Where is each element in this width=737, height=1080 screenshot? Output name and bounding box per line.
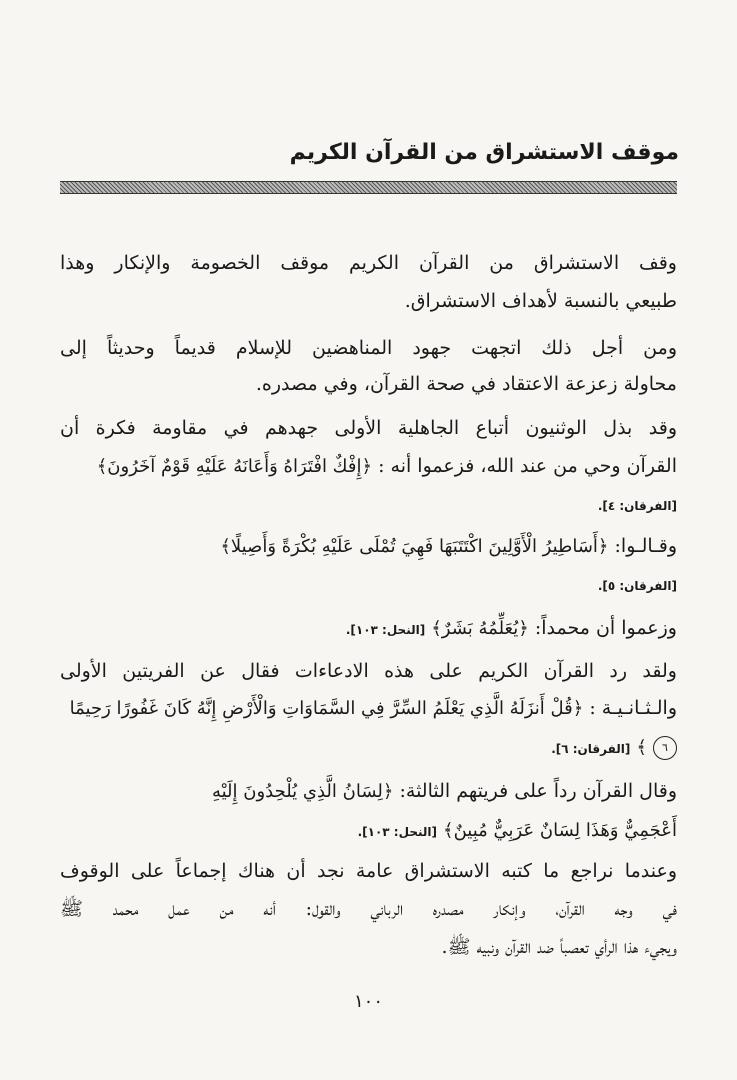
paragraph-line: وقد بذل الوثنيون أتباع الجاهلية الأولى جهدهم في مقاومة فكرة أن <box>60 417 677 439</box>
header-divider <box>60 181 677 194</box>
paragraph-line: وعندما نراجع ما كتبه الاستشراق عامة نجد أن هناك إجماعاً على الوقوف <box>60 860 677 882</box>
quran-verse: أَعْجَمِيٌّ وَهَذَا لِسَانٌ عَرَبِيٌّ مُبِينٌ﴾ <box>443 820 677 841</box>
paragraph-line: ويجيء هذا الرأي تعصباً ضد القرآن ونبيه ﷺ. <box>441 936 677 958</box>
quran-verse: ﴿أَسَاطِيرُ الْأَوَّلِينَ اكْتَتَبَهَا فَهِيَ تُمْلَى عَلَيْهِ بُكْرَةً وَأَصِيلًا﴾ <box>220 536 609 557</box>
page-header-title: موقف الاستشراق من القرآن الكريم <box>289 140 679 165</box>
verse-citation: [الفرقان: ٤]. <box>597 499 677 513</box>
paragraph-line: وقف الاستشراق من القرآن الكريم موقف الخصومة والإنكار وهذا <box>60 252 677 274</box>
ayah-number-icon: ٦ <box>653 736 677 760</box>
paragraph-line <box>212 777 677 806</box>
paragraph-line <box>97 452 677 481</box>
text-segment: وزعموا أن محمداً: <box>534 617 677 639</box>
quran-verse: ﴿يُعَلِّمُهُ بَشَرٌ﴾ <box>431 618 529 639</box>
paragraph-line: ولقد رد القرآن الكريم على هذه الادعاءات فقال عن الفريتين الأولى <box>60 660 677 682</box>
verse-citation: [النحل: ١٠٣]. <box>357 825 437 839</box>
paragraph-line: ومن أجل ذلك اتجهت جهود المناهضين للإسلام قديماً وحديثاً إلى <box>60 337 677 359</box>
citation-line <box>598 490 677 520</box>
citation-line <box>598 570 677 600</box>
quran-verse: ﴿لِسَانُ الَّذِي يُلْحِدُونَ إِلَيْهِ <box>211 781 394 802</box>
verse-citation: [الفرقان: ٥]. <box>597 579 677 593</box>
text-segment: القرآن وحي من عند الله، فزعموا أنه : <box>378 455 677 477</box>
text-segment: والـثـانـيـة : <box>589 697 677 719</box>
citation-line <box>551 733 677 763</box>
quran-verse: ﴿قُلْ أَنزَلَهُ الَّذِي يَعْلَمُ السِّرَّ فِي السَّمَاوَاتِ وَالْأَرْضِ إِنَّهُ كَانَ غَفُورًا رَحِيمًا <box>69 698 584 719</box>
paragraph-line <box>358 816 677 846</box>
text-segment: وقـالـوا: <box>614 535 677 557</box>
paragraph-line: طبيعي بالنسبة لأهداف الاستشراق. <box>404 290 677 312</box>
page-number: ١٠٠ <box>353 991 383 1012</box>
paragraph-line <box>220 532 677 561</box>
paragraph-line <box>70 694 677 723</box>
verse-citation: [الفرقان: ٦]. <box>551 742 631 756</box>
text-segment: وقال القرآن رداً على فريتهم الثالثة: <box>399 780 677 802</box>
paragraph-line: في وجه القرآن، وإنكار مصدره الرباني والقول: أنه من عمل محمد ﷺ <box>60 898 677 920</box>
paragraph-line: محاولة زعزعة الاعتقاد في صحة القرآن، وفي مصدره. <box>255 373 677 395</box>
verse-citation: [النحل: ١٠٣]. <box>345 623 426 637</box>
quran-verse: ﴿إِفْكٌ افْتَرَاهُ وَأَعَانَهُ عَلَيْهِ قَوْمٌ آخَرُونَ﴾ <box>96 456 373 477</box>
paragraph-line <box>346 614 677 644</box>
verse-close-bracket: ﴾ <box>636 737 647 758</box>
